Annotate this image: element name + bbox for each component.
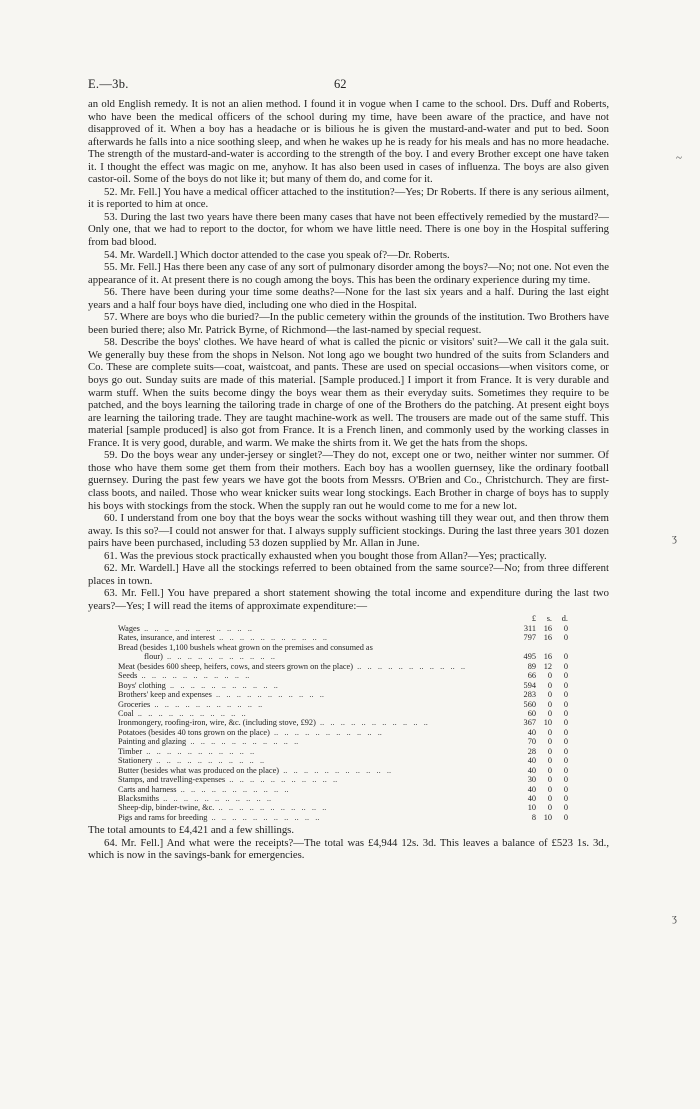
page-number: 62	[334, 77, 347, 91]
page-body	[88, 98, 609, 862]
amount-shillings: 0	[547, 680, 552, 690]
amount-pence: 0	[563, 784, 568, 794]
amount-pounds	[518, 643, 536, 652]
paragraph-continued: an old English remedy. It is not an alien method. I found it in vogue when I came to the school. Drs. Duff and Roberts, who have been the medical officers of the school during my time, have been aware of the practice, and have not disapproved of it. When a boy has a headache or is bilious he is given the mustard-and-water and put to bed. Soon afterwards he falls into a nice soothing sleep, and when he wakes up he is ready for his meals and has no more headache. The strength of the mustard-and-water is according to the strength of the boy. I and every Brother except one have taken it. I thought the effect was magic on me, anyhow. It has also been used in cases of influenza. The boys are also given castor-oil. Some of the boys do not like it; but many of them do, and come for it.	[88, 98, 609, 186]
amount-pence: 0	[563, 765, 568, 775]
amount-shillings: 0	[547, 690, 552, 700]
amount-shillings: 0	[547, 737, 552, 747]
expenditure-row	[118, 794, 568, 803]
amount-shillings: 0	[547, 784, 552, 794]
amount-pence: 0	[563, 661, 568, 671]
expenditure-item: Coal .. .. .. .. .. .. .. .. .. .. ..	[118, 708, 246, 718]
amount-shillings: 0	[547, 775, 552, 785]
amount-shillings: 0	[547, 803, 552, 813]
amount-pence: 0	[563, 708, 568, 718]
expenditure-row	[118, 662, 568, 671]
amount-pounds: 495	[523, 652, 536, 662]
expenditure-item: Sheep-dip, binder-twine, &c. .. .. .. .. .. .. .. .. .. .. ..	[118, 803, 327, 813]
expenditure-table	[118, 614, 568, 822]
expenditure-item: Bread (besides 1,100 bushels wheat grown on the premises and consumed as	[118, 642, 373, 652]
amount-pounds: 40	[527, 784, 536, 794]
amount-shillings: 12	[543, 661, 552, 671]
expenditure-row	[118, 756, 568, 765]
expenditure-header-row	[118, 614, 568, 623]
paragraph-q59: 59. Do the boys wear any under-jersey or singlet?—They do not, except one or two, neither winter nor summer. Of those who have them some get them from their mothers. Each boy has a woollen guernsey, like the ordinary football guernsey. During the past few years we have got the boots from Messrs. O'Brien and Co., Christchurch. They are first-class boots, and nailed. Those who wear knicker suits wear long stockings. Each Brother in charge of boys has to supply his boys with stockings from the stock. When the supply ran out he would come to me for a new lot.	[88, 449, 609, 512]
amount-pounds: 40	[527, 727, 536, 737]
amount-pence: 0	[563, 812, 568, 822]
expenditure-item: Stamps, and travelling-expenses .. .. .. .. .. .. .. .. .. .. ..	[118, 775, 338, 785]
expenditure-row	[118, 737, 568, 746]
expenditure-row	[118, 709, 568, 718]
expenditure-item: Potatoes (besides 40 tons grown on the place) .. .. .. .. .. .. .. .. .. .. ..	[118, 727, 382, 737]
expenditure-item: Stationery .. .. .. .. .. .. .. .. .. .. ..	[118, 756, 265, 766]
amount-pounds: 367	[523, 718, 536, 728]
expenditure-row	[118, 681, 568, 690]
expenditure-item: Butter (besides what was produced on the place) .. .. .. .. .. .. .. .. .. .. ..	[118, 765, 392, 775]
expenditure-row	[118, 643, 568, 652]
amount-pounds: 30	[527, 775, 536, 785]
paragraph-q64: 64. Mr. Fell.] And what were the receipts?—The total was £4,944 12s. 3d. This leaves a balance of £523 1s. 3d., which is now in the savings-bank for emergencies.	[88, 836, 609, 862]
report-reference: E.—3b.	[88, 77, 129, 91]
amount-shillings: 0	[547, 671, 552, 681]
expenditure-item: Rates, insurance, and interest .. .. .. .. .. .. .. .. .. .. ..	[118, 633, 328, 643]
paragraph-q60: 60. I understand from one boy that the boys wear the socks without washing till they wear out, and then throw them away. Is this so?—I could not answer for that. I always supply sufficient stockings. During the last three years 301 dozen pairs have been purchased, including 53 dozen supplied by Mr. Allan in June.	[88, 512, 609, 550]
expenditure-row	[118, 718, 568, 727]
expenditure-item: Wages .. .. .. .. .. .. .. .. .. .. ..	[118, 623, 252, 633]
amount-pence: 0	[563, 623, 568, 633]
amount-pounds: 594	[523, 680, 536, 690]
amount-shillings: 0	[547, 727, 552, 737]
expenditure-item: Blacksmiths .. .. .. .. .. .. .. .. .. .. ..	[118, 794, 272, 804]
paragraph-q55: 55. Mr. Fell.] Has there been any case of any sort of pulmonary disorder among the boys?—No; not one. Not even the appearance of it. At present there is no cough among the boys. This has been the ordinary experience during my time.	[88, 261, 609, 286]
amount-shillings: 0	[547, 794, 552, 804]
expenditure-item: Painting and glazing .. .. .. .. .. .. .. .. .. .. ..	[118, 737, 299, 747]
expenditure-row	[118, 700, 568, 709]
expenditure-row	[118, 652, 568, 661]
amount-shillings: 16	[543, 633, 552, 643]
expenditure-row	[118, 747, 568, 756]
amount-pence: 0	[563, 794, 568, 804]
expenditure-row	[118, 813, 568, 822]
expenditure-item: Boys' clothing .. .. .. .. .. .. .. .. .. .. ..	[118, 680, 278, 690]
amount-shillings: 0	[547, 756, 552, 766]
expenditure-item: flour) .. .. .. .. .. .. .. .. .. .. ..	[144, 652, 275, 662]
paragraph-q54: 54. Mr. Wardell.] Which doctor attended to the case you speak of?—Dr. Roberts.	[104, 248, 450, 261]
expenditure-item: Meat (besides 600 sheep, heifers, cows, and steers grown on the place) .. .. .. .. .. .. .. .. .. .. ..	[118, 661, 466, 671]
amount-shillings: 16	[543, 652, 552, 662]
expenditure-item: Groceries .. .. .. .. .. .. .. .. .. .. ..	[118, 699, 263, 709]
margin-mark: ~	[676, 152, 682, 164]
amount-pounds: 70	[527, 737, 536, 747]
amount-pence: 0	[563, 803, 568, 813]
expenditure-item: Ironmongery, roofing-iron, wire, &c. (including stove, £92) .. .. .. .. .. .. .. .. .. .. ..	[118, 718, 428, 728]
pounds-column-header: £	[531, 614, 536, 624]
amount-pounds: 40	[527, 794, 536, 804]
amount-pounds: 560	[523, 699, 536, 709]
amount-pence: 0	[563, 671, 568, 681]
paragraph-q56: 56. There have been during your time some deaths?—None for the last six years and a half. During the last eight years and a half four boys have died, including one who died in the Hospital.	[88, 286, 609, 311]
amount-pounds: 797	[523, 633, 536, 643]
amount-pounds: 311	[523, 623, 536, 633]
amount-shillings: 10	[543, 718, 552, 728]
amount-pounds: 60	[527, 708, 536, 718]
expenditure-item: Pigs and rams for breeding .. .. .. .. .. .. .. .. .. .. ..	[118, 812, 320, 822]
expenditure-row	[118, 803, 568, 812]
expenditure-item: Seeds .. .. .. .. .. .. .. .. .. .. ..	[118, 671, 250, 681]
amount-pounds: 89	[527, 661, 536, 671]
expenditure-row	[118, 624, 568, 633]
amount-pounds: 40	[527, 756, 536, 766]
pence-column-header: d.	[561, 614, 568, 624]
amount-pence: 0	[563, 737, 568, 747]
paragraph-q58: 58. Describe the boys' clothes. We have heard of what is called the picnic or visitors' suit?—We call it the gala suit. We generally buy these from the shops in Nelson. Not long ago we bought two hundred of the suits from Sclanders and Co. These are complete suits—coat, waistcoat, and pants. These are used on special occasions—when visitors come, or boys go out. Sunday suits are made of this material. [Sample produced.] I import it from France. It is very durable and warm stuff. When the suits become dingy the boys wear them as their everyday suits. Sometimes they require to be patched, and the boys learning the tailoring trade in charge of one of the Brothers do the patching. At present eight boys are learning the tailoring trade. They are taught machine-work as well. The trousers are made out of the same stuff. This material [sample produced] is also got from France. It is a French linen, and commonly used by the working classes in France. It is very good, durable, and warm. We make the shirts from it. We get the hats from the shops.	[88, 336, 609, 449]
amount-pence: 0	[563, 680, 568, 690]
amount-pence: 0	[563, 652, 568, 662]
paragraph-q57: 57. Where are boys who die buried?—In the public cemetery within the grounds of the institution. Two Brothers have been buried there; also Mr. Patrick Byrne, of Richmond—the last-named by special request.	[88, 311, 609, 336]
amount-shillings	[536, 643, 552, 652]
expenditure-row	[118, 785, 568, 794]
expenditure-row	[118, 775, 568, 784]
shillings-column-header: s.	[546, 614, 552, 624]
expenditure-row	[118, 728, 568, 737]
paragraph-q62: 62. Mr. Wardell.] Have all the stockings referred to been obtained from the same source?—No; from three different places in town.	[88, 562, 609, 587]
amount-pence: 0	[563, 718, 568, 728]
paragraph-q61: 61. Was the previous stock practically exhausted when you bought those from Allan?—Yes; practically.	[104, 549, 547, 562]
amount-pence: 0	[563, 775, 568, 785]
amount-pounds: 8	[531, 812, 536, 822]
amount-pence: 0	[563, 699, 568, 709]
amount-shillings: 0	[547, 746, 552, 756]
amount-pounds: 40	[527, 765, 536, 775]
amount-pounds: 66	[527, 671, 536, 681]
amount-pounds: 283	[523, 690, 536, 700]
amount-shillings: 0	[547, 699, 552, 709]
amount-pence: 0	[563, 727, 568, 737]
amount-shillings: 10	[543, 812, 552, 822]
expenditure-row	[118, 671, 568, 680]
expenditure-row	[118, 766, 568, 775]
amount-pence	[552, 643, 568, 652]
amount-shillings: 0	[547, 708, 552, 718]
expenditure-item: Carts and harness .. .. .. .. .. .. .. .. .. .. ..	[118, 784, 289, 794]
expenditure-row	[118, 633, 568, 642]
page-header	[88, 77, 608, 93]
paragraph-q53: 53. During the last two years have there been many cases that have not been effectively remedied by the mustard?—Only one, that we had to report to the doctor, for whom we have little need. There is one boy in the Hospital suffering from bad blood.	[88, 210, 609, 249]
amount-pence: 0	[563, 633, 568, 643]
expenditure-row	[118, 690, 568, 699]
paragraph-q63: 63. Mr. Fell.] You have prepared a short statement showing the total income and expenditure during the last two years?—Yes; I will read the items of approximate expenditure:—	[88, 587, 609, 612]
expenditure-item: Brothers' keep and expenses .. .. .. .. .. .. .. .. .. .. ..	[118, 690, 324, 700]
margin-mark: ʒ	[672, 532, 677, 544]
amount-shillings: 16	[543, 623, 552, 633]
amount-pence: 0	[563, 756, 568, 766]
amount-shillings: 0	[547, 765, 552, 775]
amount-pence: 0	[563, 746, 568, 756]
total-expenditure-line: The total amounts to £4,421 and a few shillings.	[88, 824, 295, 837]
paragraph-q52: 52. Mr. Fell.] You have a medical officer attached to the institution?—Yes; Dr Roberts. If there is any serious ailment, it is reported to him at once.	[88, 185, 609, 211]
amount-pence: 0	[563, 690, 568, 700]
margin-mark: ʒ	[672, 912, 677, 924]
expenditure-item: Timber .. .. .. .. .. .. .. .. .. .. ..	[118, 746, 255, 756]
amount-pounds: 10	[527, 803, 536, 813]
amount-pounds: 28	[527, 746, 536, 756]
